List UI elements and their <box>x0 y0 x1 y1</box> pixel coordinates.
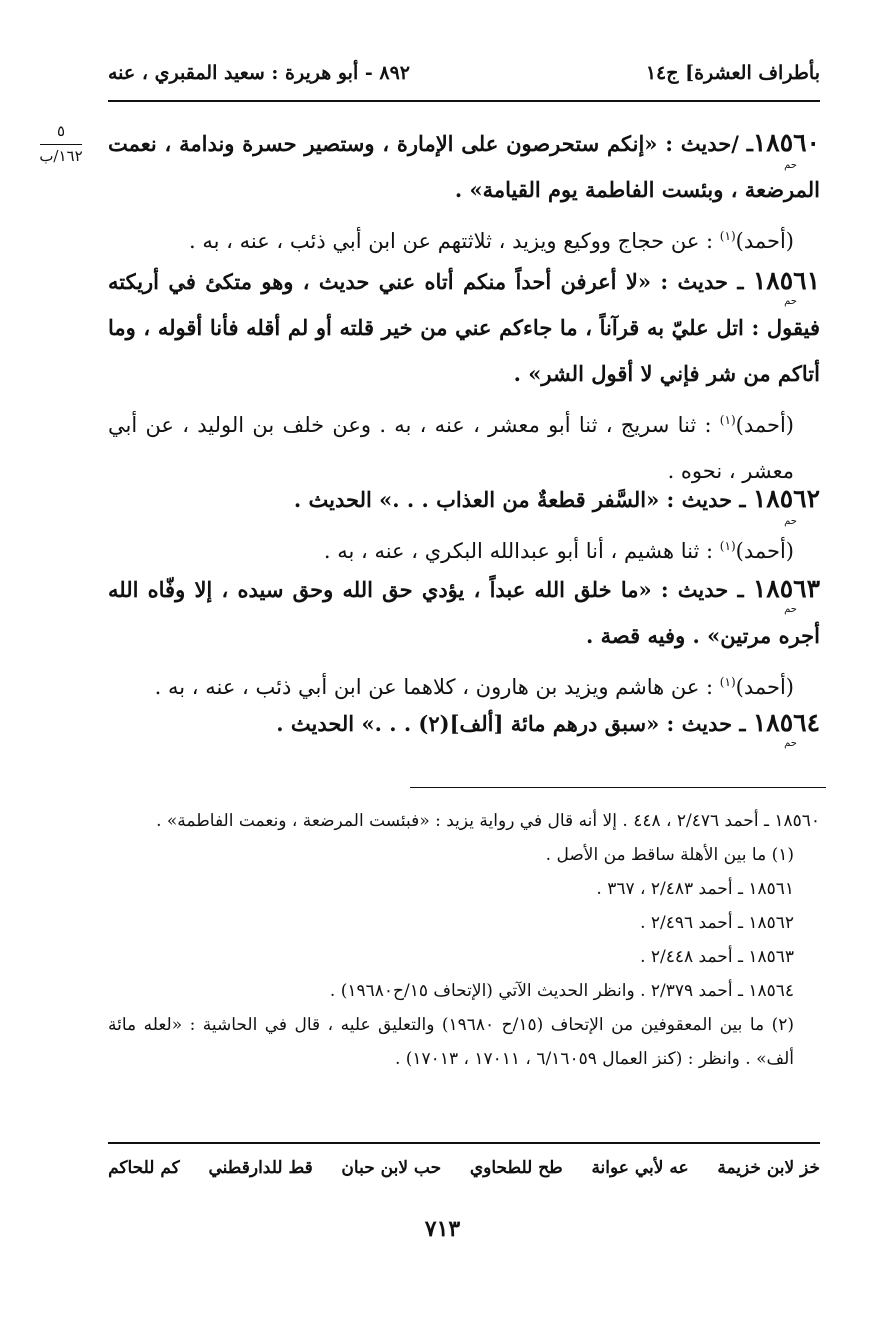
source-label: (أحمد) <box>735 539 794 563</box>
margin-note-top: ٥ <box>56 122 66 140</box>
source-label: (أحمد) <box>735 229 794 253</box>
sigla-divider <box>108 1142 820 1144</box>
hadith-18561 <box>108 258 820 494</box>
siglum: خز لابن خزيمة <box>717 1158 820 1178</box>
hm-mark: حم <box>784 738 797 749</box>
source-label: (أحمد) <box>735 413 794 437</box>
hadith-number: ١٨٥٦٣ <box>752 574 820 603</box>
source-text: : عن حجاج ووكيع ويزيد ، ثلاثتهم عن ابن أبي ذئب ، عنه ، به . <box>189 229 720 253</box>
hadith-18560 <box>108 120 820 264</box>
footnote-item: ١٨٥٦٠ ـ أحمد ٢/٤٧٦ ، ٤٤٨ . إلا أنه قال في رواية يزيد : «فبئست المرضعة ، ونعمت الفاطمة» . <box>156 811 820 831</box>
hm-mark: حم <box>784 160 797 171</box>
hm-mark: حم <box>784 516 797 527</box>
siglum: عه لأبي عوانة <box>591 1158 689 1178</box>
hadith-intro: ـ /حديث : <box>657 131 753 156</box>
footnote-item: (٢) ما بين المعقوفين من الإتحاف (١٥/ح ١٩٦٨٠) والتعليق عليه ، قال في الحاشية : «لعله مائة ألف» . وانظر : (كنز العمال ٦/١٦٠٥٩ ، ١٧٠١١ ، ١٧٠١٣) . <box>108 1015 794 1069</box>
hadith-number: ١٨٥٦٤ <box>752 708 820 737</box>
hadith-text: «إنكم ستحرصون على الإمارة ، وستصير حسرة وندامة ، نعمت المرضعة ، وبئست الفاطمة يوم القيامة» . <box>108 131 820 202</box>
hadith-text: «ما خلق الله عبداً ، يؤدي حق الله وحق سيده ، إلا وفّاه الله أجره مرتين» . وفيه قصة . <box>108 577 820 648</box>
siglum: قط للدارقطني <box>208 1158 313 1178</box>
hadith-intro: ـ حديث : <box>651 269 753 294</box>
footnote-item: (١) ما بين الأهلة ساقط من الأصل . <box>545 845 794 865</box>
siglum: طح للطحاوي <box>469 1158 563 1178</box>
sigla-legend <box>108 1158 820 1178</box>
hadith-18564 <box>108 700 820 747</box>
hadith-number: ١٨٥٦٠ <box>752 128 820 157</box>
source-label: (أحمد) <box>735 675 794 699</box>
header-book-title: بأطراف العشرة] ج١٤ <box>645 62 820 84</box>
margin-note-bottom: ١٦٢/ب <box>39 147 83 165</box>
footnote-item: ١٨٥٦٤ ـ أحمد ٢/٣٧٩ . وانظر الحديث الآتي (الإتحاف ١٥/ح١٩٦٨٠) . <box>329 981 794 1001</box>
footnote-item: ١٨٥٦١ ـ أحمد ٢/٤٨٣ ، ٣٦٧ . <box>596 879 794 899</box>
source-text: : ثنا سريج ، ثنا أبو معشر ، عنه ، به . وعن خلف بن الوليد ، عن أبي معشر ، نحوه . <box>108 413 794 483</box>
hadith-18563 <box>108 566 820 710</box>
hadith-18562 <box>108 476 820 574</box>
footnote-ref: (١) <box>719 229 736 243</box>
footnote-item: ١٨٥٦٢ ـ أحمد ٢/٤٩٦ . <box>640 913 794 933</box>
hm-mark: حم <box>784 604 797 615</box>
hadith-text: «لا أعرفن أحداً منكم أتاه عني حديث ، وهو متكئ في أريكته فيقول : اتل عليّ به قرآناً ، ما جاءكم عني من خير قلته أو لم أقله فأنا أقوله ، وما أتاكم من شر فإني لا أقول الشر» . <box>108 269 820 386</box>
hadith-text: «سبق درهم مائة [ألف](٢) . . .» الحديث . <box>276 711 660 736</box>
footnote-item: ١٨٥٦٣ ـ أحمد ٢/٤٤٨ . <box>640 947 794 967</box>
hm-mark: حم <box>784 296 797 307</box>
source-text: : ثنا هشيم ، أنا أبو عبدالله البكري ، عنه ، به . <box>323 539 720 563</box>
siglum: كم للحاكم <box>108 1158 180 1178</box>
footnote-divider <box>410 787 826 788</box>
footnote-ref: (١) <box>719 539 736 553</box>
hadith-number: ١٨٥٦٢ <box>752 484 820 513</box>
hadith-text: «السَّفر قطعةٌ من العذاب . . .» الحديث . <box>293 487 660 512</box>
footnote-ref: (١) <box>719 413 736 427</box>
header-divider <box>108 100 820 102</box>
page-number: ٧١٣ <box>424 1216 461 1242</box>
hadith-intro: ـ حديث : <box>651 577 753 602</box>
hadith-intro: ـ حديث : <box>659 487 753 512</box>
hadith-intro: ـ حديث : <box>659 711 753 736</box>
margin-note-divider <box>40 144 82 145</box>
siglum: حب لابن حبان <box>341 1158 442 1178</box>
source-text: : عن هاشم ويزيد بن هارون ، كلاهما عن ابن أبي ذئب ، عنه ، به . <box>154 675 720 699</box>
hadith-number: ١٨٥٦١ <box>752 266 820 295</box>
footnote-ref: (١) <box>719 675 736 689</box>
header-chapter-title: ٨٩٢ - أبو هريرة : سعيد المقبري ، عنه <box>108 62 410 84</box>
running-header <box>108 62 820 92</box>
margin-note <box>28 122 94 165</box>
footnotes <box>108 804 820 1076</box>
